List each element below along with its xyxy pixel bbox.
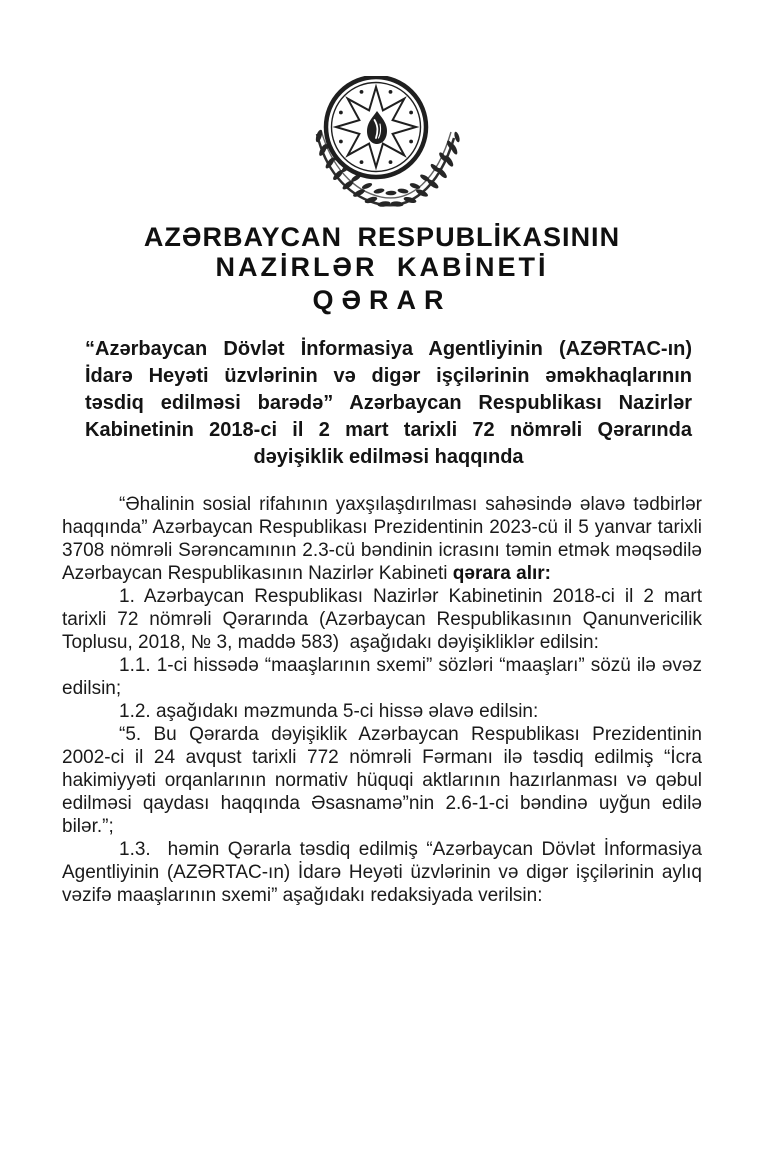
decree-subject-title: “Azərbaycan Dövlət İnformasiya Agentliyinin (AZƏRTAC-ın) İdarə Heyəti üzvlərinin və digər işçilərinin əməkhaqlarının təsdiq edilməsi barədə” Azərbaycan Respublikası Nazirlər Kabinetinin 2018-ci il 2 mart tarixli 72 nömrəli Qərarında dəyişiklik edilməsi haqqında [85, 338, 692, 468]
org-name-line1: AZƏRBAYCAN RESPUBLİKASININ [143, 222, 621, 252]
state-emblem-icon [311, 76, 461, 216]
paragraph-item-1-3: 1.3. həmin Qərarla təsdiq edilmiş “Azərbaycan Dövlət İnformasiya Agentliyinin (AZƏRTAC-ın) İdarə Heyəti üzvlərinin və digər işçilərinin aylıq vəzifə maaşlarının sxemi” aşağıdakı redaksiyada verilsin: [62, 839, 702, 906]
preamble-text: “Əhalinin sosial rifahının yaxşılaşdırılması sahəsində əlavə tədbirlər haqqında” Azərbaycan Respublikası Prezidentinin 2023-cü il 5 yanvar tarixli 3708 nömrəli Sərəncamının 2.3-cü bəndinin icrasını təmin etmək məqsədilə Azərbaycan Respublikasının Nazirlər Kabineti [62, 494, 702, 584]
decree-body [62, 493, 702, 907]
paragraph-preamble [62, 493, 702, 585]
document-page [0, 76, 764, 1156]
paragraph-item-1: 1. Azərbaycan Respublikası Nazirlər Kabinetinin 2018-ci il 2 mart tarixli 72 nömrəli Qərarında (Azərbaycan Respublikasının Qanunvericilik Toplusu, 2018, № 3, maddə 583) aşağıdakı dəyişikliklər edilsin: [62, 586, 702, 653]
document-type-title: QƏRAR [312, 285, 452, 315]
paragraph-item-1-1: 1.1. 1-ci hissədə “maaşlarının sxemi” sözləri “maaşları” sözü ilə əvəz edilsin; [62, 655, 702, 699]
paragraph-quoted-part-5: “5. Bu Qərarda dəyişiklik Azərbaycan Respublikası Prezidentinin 2002-ci il 24 avqust tarixli 772 nömrəli Fərmanı ilə təsdiq edilmiş “İcra hakimiyyəti orqanlarının normativ hüquqi aktlarının hazırlanması və qəbul edilməsi qaydası haqqında Əsasnamə”nin 2.6-1-ci bəndinə uyğun edilə bilər.”; [62, 724, 702, 837]
emblem-shield [326, 77, 426, 177]
decision-phrase: qərara alır: [452, 563, 551, 584]
paragraph-item-1-2: 1.2. aşağıdakı məzmunda 5-ci hissə əlavə edilsin: [119, 701, 539, 722]
org-name-line2: NAZİRLƏR KABİNETİ [215, 252, 549, 282]
